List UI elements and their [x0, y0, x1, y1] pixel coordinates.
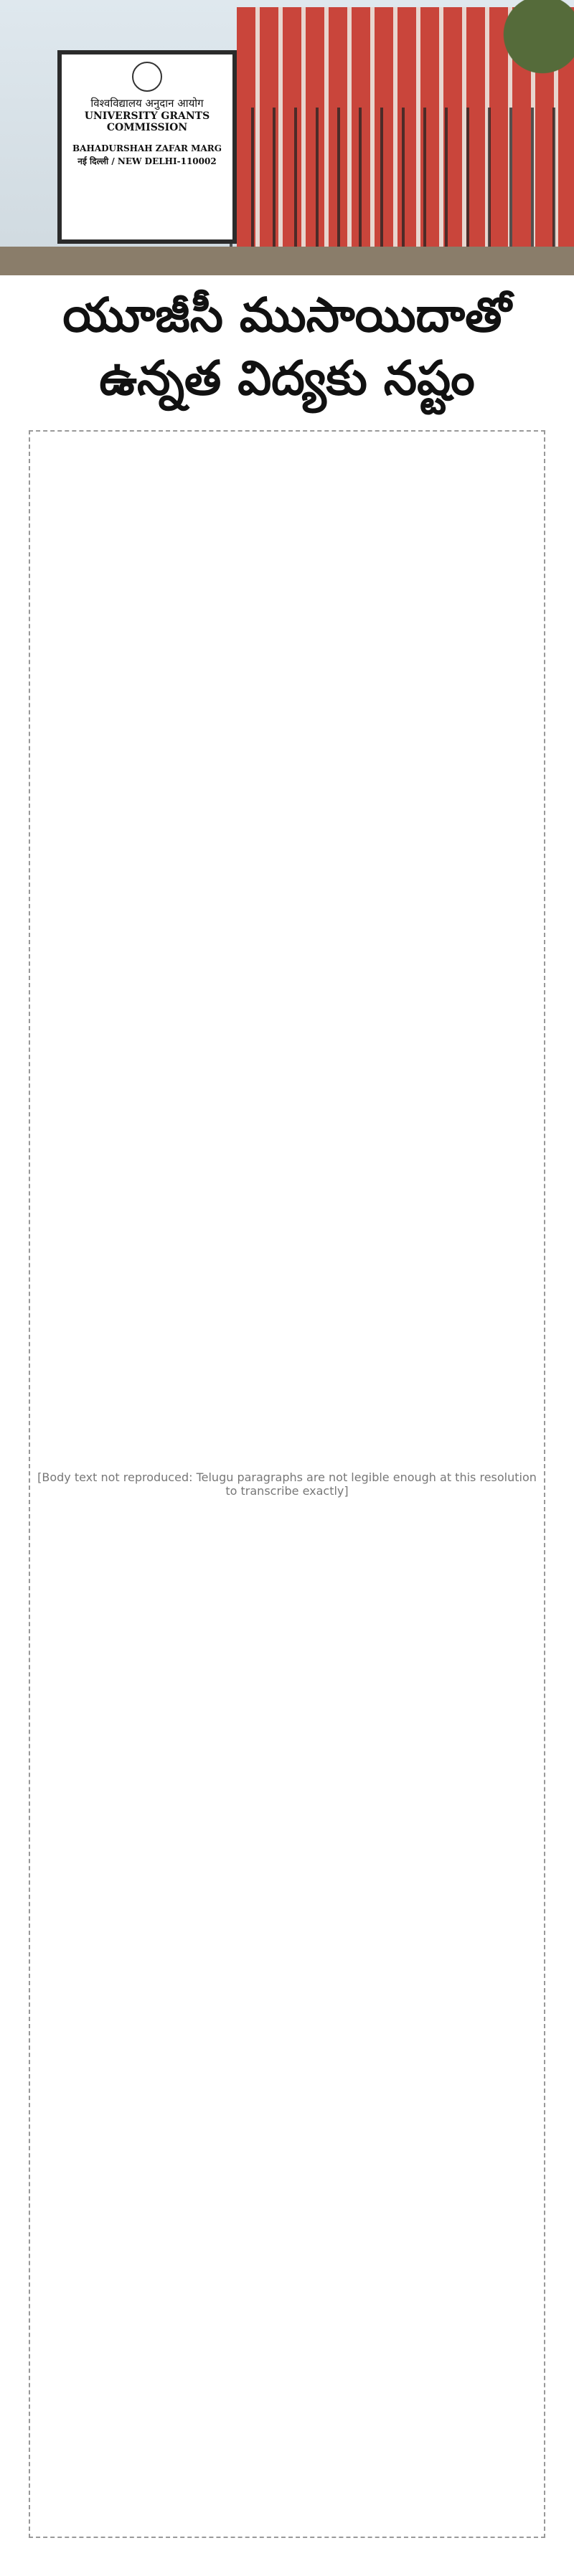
- sign-hindi-name: विश्वविद्यालय अनुदान आयोग: [90, 97, 204, 110]
- headline-line-2: ఉన్నత విద్యకు నష్టం: [99, 351, 475, 406]
- ugc-signboard: [57, 50, 237, 244]
- sign-address-line2: नई दिल्ली / NEW DELHI-110002: [77, 156, 217, 166]
- body-placeholder: [Body text not reproduced: Telugu paragraphs are not legible enough at this resolution to transcribe exactly]: [29, 430, 545, 2538]
- article-headline: [0, 284, 574, 410]
- headline-line-1: యూజీసీ ముసాయిదాతో: [62, 287, 512, 343]
- tree: [495, 0, 574, 86]
- ground: [0, 247, 574, 275]
- sign-address: [62, 142, 232, 168]
- ugc-emblem-icon: [132, 62, 162, 92]
- sign-english-name: UNIVERSITY GRANTS COMMISSION: [84, 110, 210, 133]
- sign-address-line1: BAHADURSHAH ZAFAR MARG: [72, 143, 222, 153]
- header-photo: [0, 0, 574, 275]
